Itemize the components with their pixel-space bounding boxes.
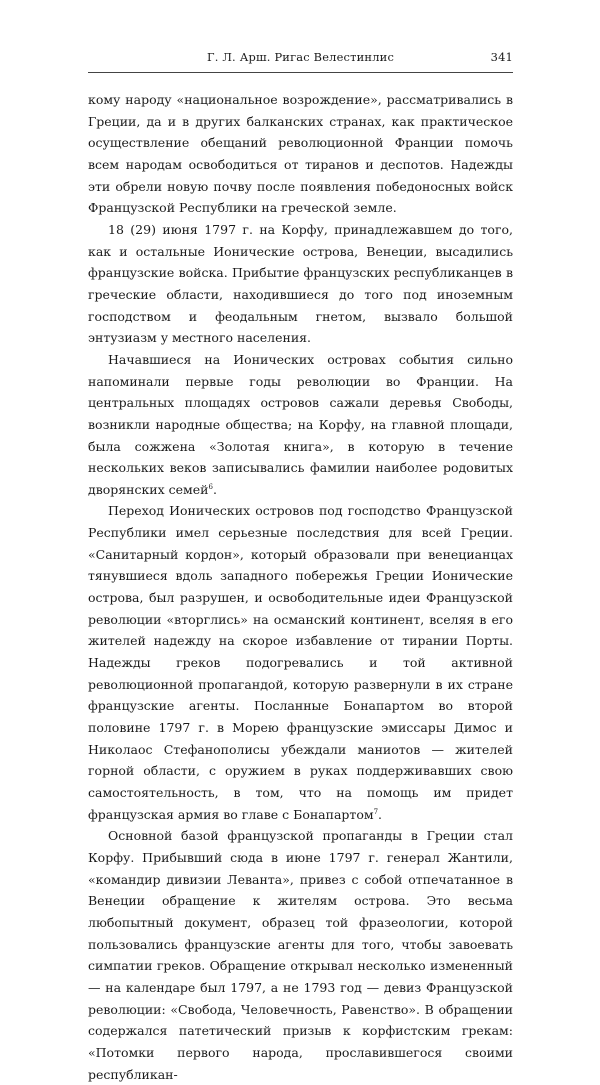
paragraph-text: Начавшиеся на Ионических островах события сильно напоминали первые годы революции во Франции. На центральных площадях островов сажали деревья Свободы, возникли народные общества; на Корфу, на главной площади, была сожжена «Золотая книга», в которую в течение нескольких веков записывались фамилии наиболее родовитых дворянских семей — [88, 351, 513, 497]
running-head — [88, 50, 513, 68]
page-number: 341 — [490, 50, 513, 64]
paragraph-text: 18 (29) июня 1797 г. на Корфу, принадлежавшем до того, как и остальные Ионические острова, Венеции, высадились французские войска. Прибытие французских республиканцев в греческие области, находившиеся до того под иноземным господством и феодальным гнетом, вызвало большой энтузиазм у местного населения. — [88, 221, 513, 346]
paragraph — [88, 89, 513, 219]
body-text — [88, 89, 513, 1085]
paragraph-text: кому народу «национальное возрождение», рассматривались в Греции, да и в других балканских странах, как практическое осуществление обещаний революционной Франции помочь всем народам освободиться от тиранов и деспотов. Надежды эти обрели новую почву после появления победоносных войск Французской Республики на греческой земле. — [88, 92, 513, 216]
footnote-reference: 7 — [373, 807, 379, 816]
paragraph — [88, 825, 513, 1085]
header-rule — [88, 72, 513, 73]
running-title: Г. Л. Арш. Ригас Велестинлис — [206, 50, 395, 64]
paragraph-text: Основной базой французской пропаганды в Греции стал Корфу. Прибывший сюда в июне 1797 г. генерал Жантили, «командир дивизии Леванта», привез с собой отпечатанное в Венеции обращение к жителям острова. Это весьма любопытный документ, образец той фразеологии, которой пользовались французские агенты для того, чтобы завоевать симпатии греков. Обращение открывал несколько измененный — на календаре был 1797, а не 1793 год — девиз Французской революции: «Свобода, Человечность, Равенство». В обращении содержался патетический призыв к корфистским грекам: «Потомки первого народа, прославившегося своими республикан- — [88, 828, 513, 1082]
paragraph-text: Переход Ионических островов под господство Французской Республики имел серьезные последствия для всей Греции. «Санитарный кордон», который образовали при венецианцах тянувшиеся вдоль западного побережья Греции Ионические острова, был разрушен, и освободительные идеи Французской революции «вторглись» на османский континент, вселяя в его жителей надежду на скорое избавление от тирании Порты. Надежды греков подогревались и той активной революционной пропагандой, которую развернули в их стране французские агенты. Посланные Бонапартом во второй половине 1797 г. в Морею французские эмиссары Димос и Николаос Стефанополисы убеждали маниотов — жителей горной области, с оружием в руках поддерживавших свою самостоятельность, в том, что на помощь им придет французская армия во главе с Бонапартом — [88, 503, 513, 822]
paragraph: Переход Ионических островов под господство Французской Республики имел серьезные последствия для всей Греции. «Санитарный кордон», который образовали при венецианцах тянувшиеся вдоль западного побережья Греции Ионические острова, был разрушен, и освободительные идеи Французской революции «вторглись» на османский континент, вселяя в его жителей надежду на скорое избавление от тирании Порты. Надежды греков подогревались и той активной революционной пропагандой, которую развернули в их стране французские агенты. Посланные Бонапартом во второй половине 1797 г. в Морею французские эмиссары Димос и Николаос Стефанополисы убеждали маниотов — жителей горной области, с оружием в руках поддерживавших свою самостоятельность, в том, что на помощь им придет французская армия во главе с Бонапартом$^7$. — [88, 503, 513, 822]
footnote-reference: 6 — [208, 482, 213, 491]
paragraph: Начавшиеся на Ионических островах события сильно напоминали первые годы революции во Франции. На центральных площадях островов сажали деревья Свободы, возникли народные общества; на Корфу, на главной площади, была сожжена «Золотая книга», в которую в течение нескольких веков записывались фамилии наиболее родовитых дворянских семей$^6$. — [88, 351, 513, 497]
paragraph — [88, 219, 513, 349]
